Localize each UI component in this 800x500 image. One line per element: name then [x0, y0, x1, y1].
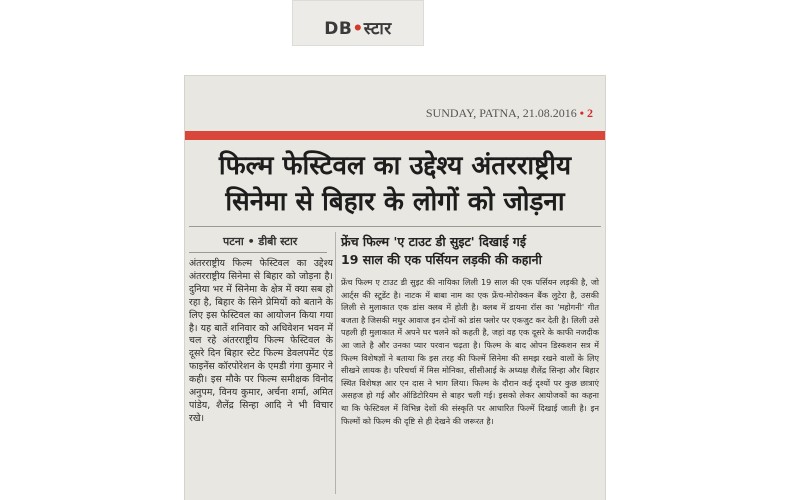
column-separator [335, 232, 336, 494]
dateline-text: SUNDAY, PATNA, 21.08.2016 [425, 106, 577, 120]
newspaper-logo [292, 16, 424, 39]
red-header-rule [185, 131, 605, 140]
left-article-body: अंतरराष्ट्रीय फिल्म फेस्टिवल का उद्देश्य अंतरराष्ट्रीय सिनेमा से बिहार को जोड़ना है। दुनिया भर में सिनेमा के क्षेत्र में क्या सब हो रहा है, बिहार के सिने प्रेमियों को बताने के लिए इस फेस्टिवल का आयोजन किया गया है। यह बातें शनिवार को अधिवेशन भवन में चल रहे अंतरराष्ट्रीय फिल्म फेस्टिवल के दूसरे दिन बिहार स्टेट फिल्म डेवलपमेंट एंड फाइनेंस कॉरपोरेशन के एमडी गंगा कुमार ने कही। इस मौके पर फिल्म समीक्षक विनोद अनुपम, विनय कुमार, अर्चना शर्मा, अमित पांडेय, शैलेंद्र सिन्हा आदि ने भी विचार रखे। [189, 258, 333, 424]
headline-line-2: सिनेमा से बिहार के लोगों को जोड़ना [225, 187, 565, 217]
sub-headline [341, 233, 601, 269]
headline [195, 148, 595, 220]
byline-divider [189, 252, 327, 253]
sub-headline-line-2: 19 साल की एक पर्सियन लड़की की कहानी [341, 252, 542, 267]
byline: पटना • डीबी स्टार [223, 235, 298, 248]
headline-divider [189, 226, 601, 227]
right-article-body: फ्रेंच फिल्म ए टाउट डी सुइट की नायिका लिली 19 साल की एक पर्सियन लड़की है, जो आर्ट्स की स्टूडेंट है। नाटक में बाबा नाम का एक फ्रेंच-मोरोक्कन बैंक लुटेरा है, उसकी लिली से मुलाकात एक डांस क्लब में होती है। क्लब में डायना रॉस का 'महोगनी' गीत बजता है जिसकी मधुर आवाज इन दोनों को डांस फ्लोर पर एकजुट कर देती है। लिली उसे पहली ही मुलाकात में अपने घर चलने को कहती है, जहां वह एक दूसरे के काफी नजदीक आ जाते है और उनका प्यार परवान चढ़ता है। फिल्म के बाद ओपन डिस्कशन सत्र में फिल्म विशेषज्ञों ने बताया कि इस तरह की फिल्में सिनेमा की समझ रखने वालों के लिए सीखने लायक है। परिचर्चा में मिस मोनिका, सीसीआई के अध्यक्ष शैलेंद्र सिन्हा और बिहार स्थित विशेषज्ञ आर एन दास ने भाग लिया। फिल्म के दौरान कई दृश्यों पर कुछ छात्राएं असहज हो गई और ऑडिटोरियम से बाहर चली गई। इसको लेकर आयोजकों का कहना था कि फेस्टिवल में विभिन्न देशों की संस्कृति पर आधारित फिल्में दिखाई जाती है। इन फिल्मों को फिल्म की दृष्टि से ही देखने की जरूरत है। [341, 277, 599, 426]
page-number: • 2 [579, 106, 593, 120]
newspaper-clipping [185, 76, 605, 500]
sub-headline-line-1: फ्रेंच फिल्म 'ए टाउट डी सुइट' दिखाई गई [341, 234, 526, 249]
dateline [426, 106, 593, 121]
logo-dot: • [352, 19, 364, 39]
logo-right: स्टार [363, 19, 392, 39]
masthead-clipping [292, 0, 424, 46]
logo-left: DB [324, 19, 353, 39]
headline-line-1: फिल्म फेस्टिवल का उद्देश्य अंतरराष्ट्रीय [218, 151, 572, 181]
